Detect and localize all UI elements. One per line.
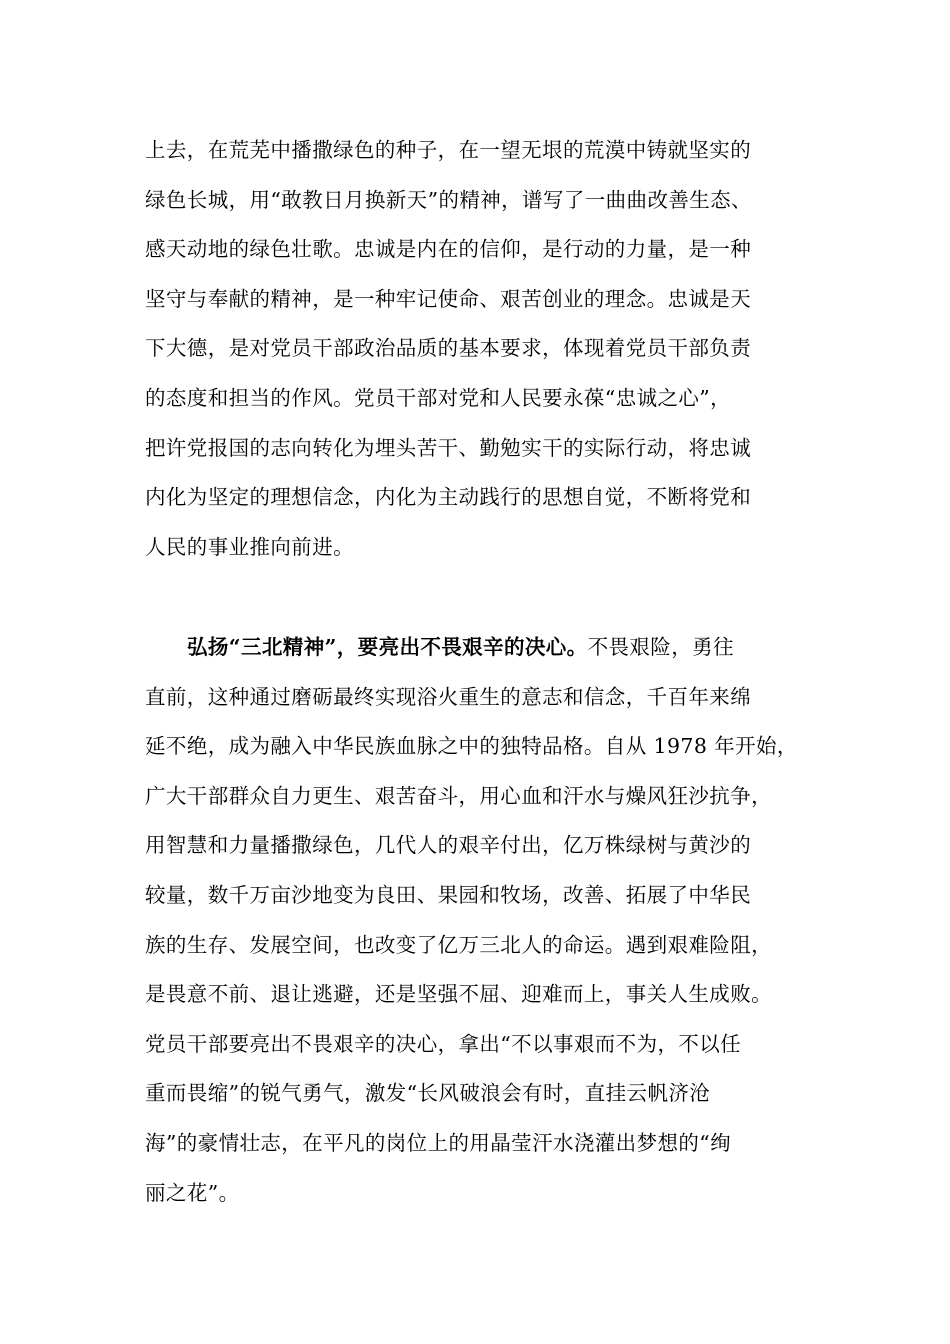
paragraph-line: 直前，这种通过磨砺最终实现浴火重生的意志和信念，千百年来绵	[145, 684, 752, 709]
paragraph-line: 丽之花”。	[145, 1180, 240, 1205]
paragraph-line: 下大德，是对党员干部政治品质的基本要求，体现着党员干部负责	[145, 336, 752, 361]
paragraph-line: 广大干部群众自力更生、艰苦奋斗，用心血和汗水与燥风狂沙抗争，	[145, 783, 772, 808]
paragraph-heading-continuation: 不畏艰险，勇往	[587, 635, 734, 659]
paragraph-line: 绿色长城，用“敢教日月换新天”的精神，谱写了一曲曲改善生态、	[145, 187, 752, 212]
paragraph-line: 的态度和担当的作风。党员干部对党和人民要永葆“忠诚之心”，	[145, 385, 732, 410]
paragraph-line: 上去，在荒芜中播撒绿色的种子，在一望无垠的荒漠中铸就坚实的	[145, 138, 752, 162]
paragraph-line: 族的生存、发展空间，也改变了亿万三北人的命运。遇到艰难险阻，	[145, 932, 772, 957]
paragraph-line: 海”的豪情壮志，在平凡的岗位上的用晶莹汗水浇灌出梦想的“绚	[145, 1130, 732, 1155]
paragraph-line: 内化为坚定的理想信念，内化为主动践行的思想自觉，不断将党和	[145, 485, 752, 510]
paragraph-line: 把许党报国的志向转化为埋头苦干、勤勉实干的实际行动，将忠诚	[145, 435, 752, 460]
paragraph-heading: 弘扬“三北精神”，要亮出不畏艰辛的决心。	[187, 635, 588, 659]
paragraph-line: 延不绝，成为融入中华民族血脉之中的独特品格。自从 1978 年开始，	[145, 734, 798, 759]
paragraph-line: 党员干部要亮出不畏艰辛的决心，拿出“不以事艰而不为，不以任	[145, 1031, 742, 1056]
paragraph-line: 重而畏缩”的锐气勇气，激发“长风破浪会有时，直挂云帆济沧	[145, 1081, 711, 1106]
paragraph-line: 坚守与奉献的精神，是一种牢记使命、艰苦创业的理念。忠诚是天	[145, 286, 752, 311]
paragraph-first-line	[145, 623, 815, 673]
paragraph-line: 用智慧和力量播撒绿色，几代人的艰辛付出，亿万株绿树与黄沙的	[145, 833, 752, 858]
paragraph-determination	[145, 623, 815, 1218]
paragraph-loyalty	[145, 126, 815, 572]
paragraph-line: 较量，数千万亩沙地变为良田、果园和牧场，改善、拓展了中华民	[145, 882, 752, 907]
paragraph-line: 感天动地的绿色壮歌。忠诚是内在的信仰，是行动的力量，是一种	[145, 237, 752, 262]
paragraph-line: 是畏意不前、退让逃避，还是坚强不屈、迎难而上，事关人生成败。	[145, 982, 772, 1007]
paragraph-line: 人民的事业推向前进。	[145, 534, 354, 559]
